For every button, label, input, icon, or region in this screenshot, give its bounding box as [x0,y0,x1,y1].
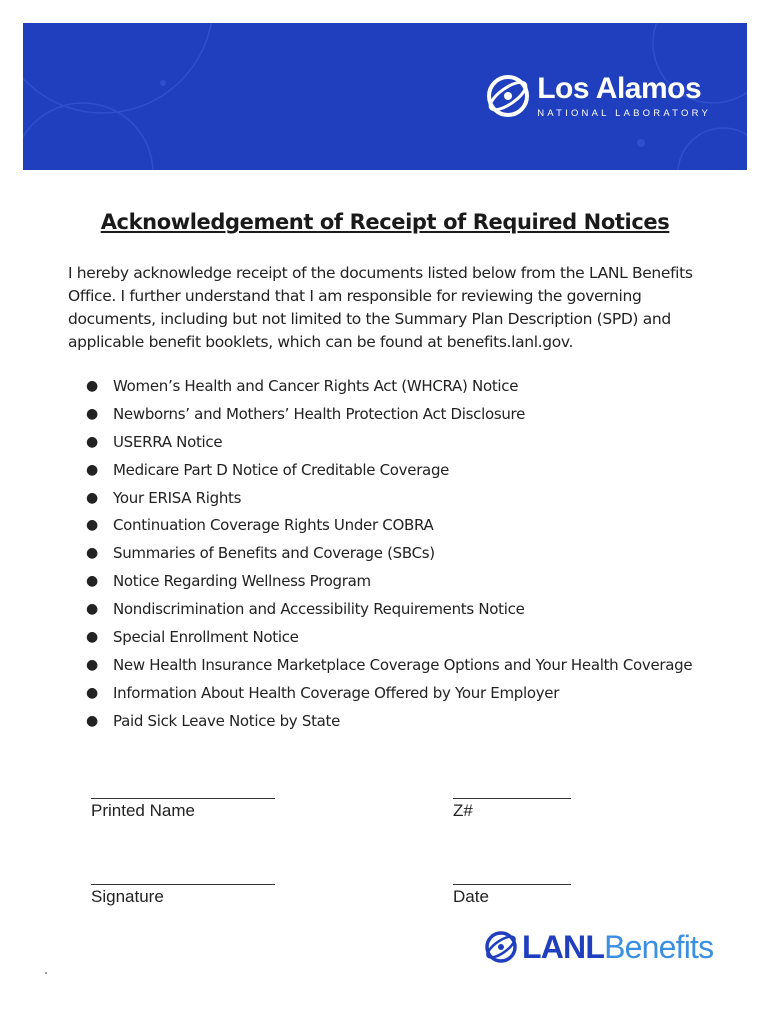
list-item [86,623,692,651]
globe-icon [485,73,531,119]
notice-label: Paid Sick Leave Notice by State [113,711,341,730]
bullet-icon: ● [86,545,98,562]
logo-lanl-text: LANL [522,929,605,965]
bullet-icon: ● [86,433,98,450]
notice-label: Information About Health Coverage Offered by Your Employer [113,683,560,702]
list-item [86,372,692,400]
bullet-icon: ● [86,461,98,478]
intro-paragraph: I hereby acknowledge receipt of the documents listed below from the LANL Benefits Office. I further understand that I am responsible for reviewing the governing documents, including but not limited to the Summary Plan Description (SPD) and applicable benefit booklets, which can be found at benefits.lanl.gov. [68,264,693,351]
signature-label: Signature [91,887,164,906]
header-banner [23,23,747,170]
bullet-icon: ● [86,405,98,422]
notice-label: Women’s Health and Cancer Rights Act (WHCRA) Notice [113,376,519,395]
list-item [86,651,692,679]
list-item [86,456,692,484]
list-item [86,707,692,735]
list-item [86,400,692,428]
notice-label: Continuation Coverage Rights Under COBRA [113,516,434,535]
notice-label: Your ERISA Rights [113,488,242,507]
printed-name-label: Printed Name [91,801,195,820]
list-item [86,539,692,567]
bullet-icon: ● [86,573,98,590]
notices-list [86,372,692,735]
list-item [86,428,692,456]
logo-name: Los Alamos [537,71,702,105]
list-item [86,595,692,623]
notice-label: Newborns’ and Mothers’ Health Protection Act Disclosure [113,404,526,423]
date-line[interactable] [453,884,571,885]
signature-line[interactable] [91,884,275,885]
list-item [86,511,692,539]
bullet-icon: ● [86,656,98,673]
list-item [86,567,692,595]
document-title: Acknowledgement of Receipt of Required Notices [100,210,670,234]
lanl-logo [485,73,711,119]
date-label: Date [453,887,489,906]
notice-label: Notice Regarding Wellness Program [113,572,371,591]
logo-benefits-text: Benefits [604,929,714,965]
notice-label: USERRA Notice [113,432,223,451]
bullet-icon: ● [86,489,98,506]
bullet-icon: ● [86,628,98,645]
z-number-line[interactable] [453,798,571,799]
z-number-label: Z# [453,801,473,820]
list-item [86,484,692,512]
bullet-icon: ● [86,684,98,701]
scan-dot [45,972,47,974]
bullet-icon: ● [86,517,98,534]
list-item [86,679,692,707]
notice-label: Summaries of Benefits and Coverage (SBCs) [113,544,435,563]
bullet-icon: ● [86,377,98,394]
notice-label: Medicare Part D Notice of Creditable Coverage [113,460,450,479]
notice-label: Nondiscrimination and Accessibility Requirements Notice [113,600,525,619]
lanl-benefits-logo [484,928,713,966]
logo-subtitle: NATIONAL LABORATORY [537,107,711,119]
bullet-icon: ● [86,712,98,729]
globe-icon [484,930,518,964]
notice-label: Special Enrollment Notice [113,627,299,646]
printed-name-line[interactable] [91,798,275,799]
bullet-icon: ● [86,601,98,618]
notice-label: New Health Insurance Marketplace Coverage Options and Your Health Coverage [113,655,693,674]
